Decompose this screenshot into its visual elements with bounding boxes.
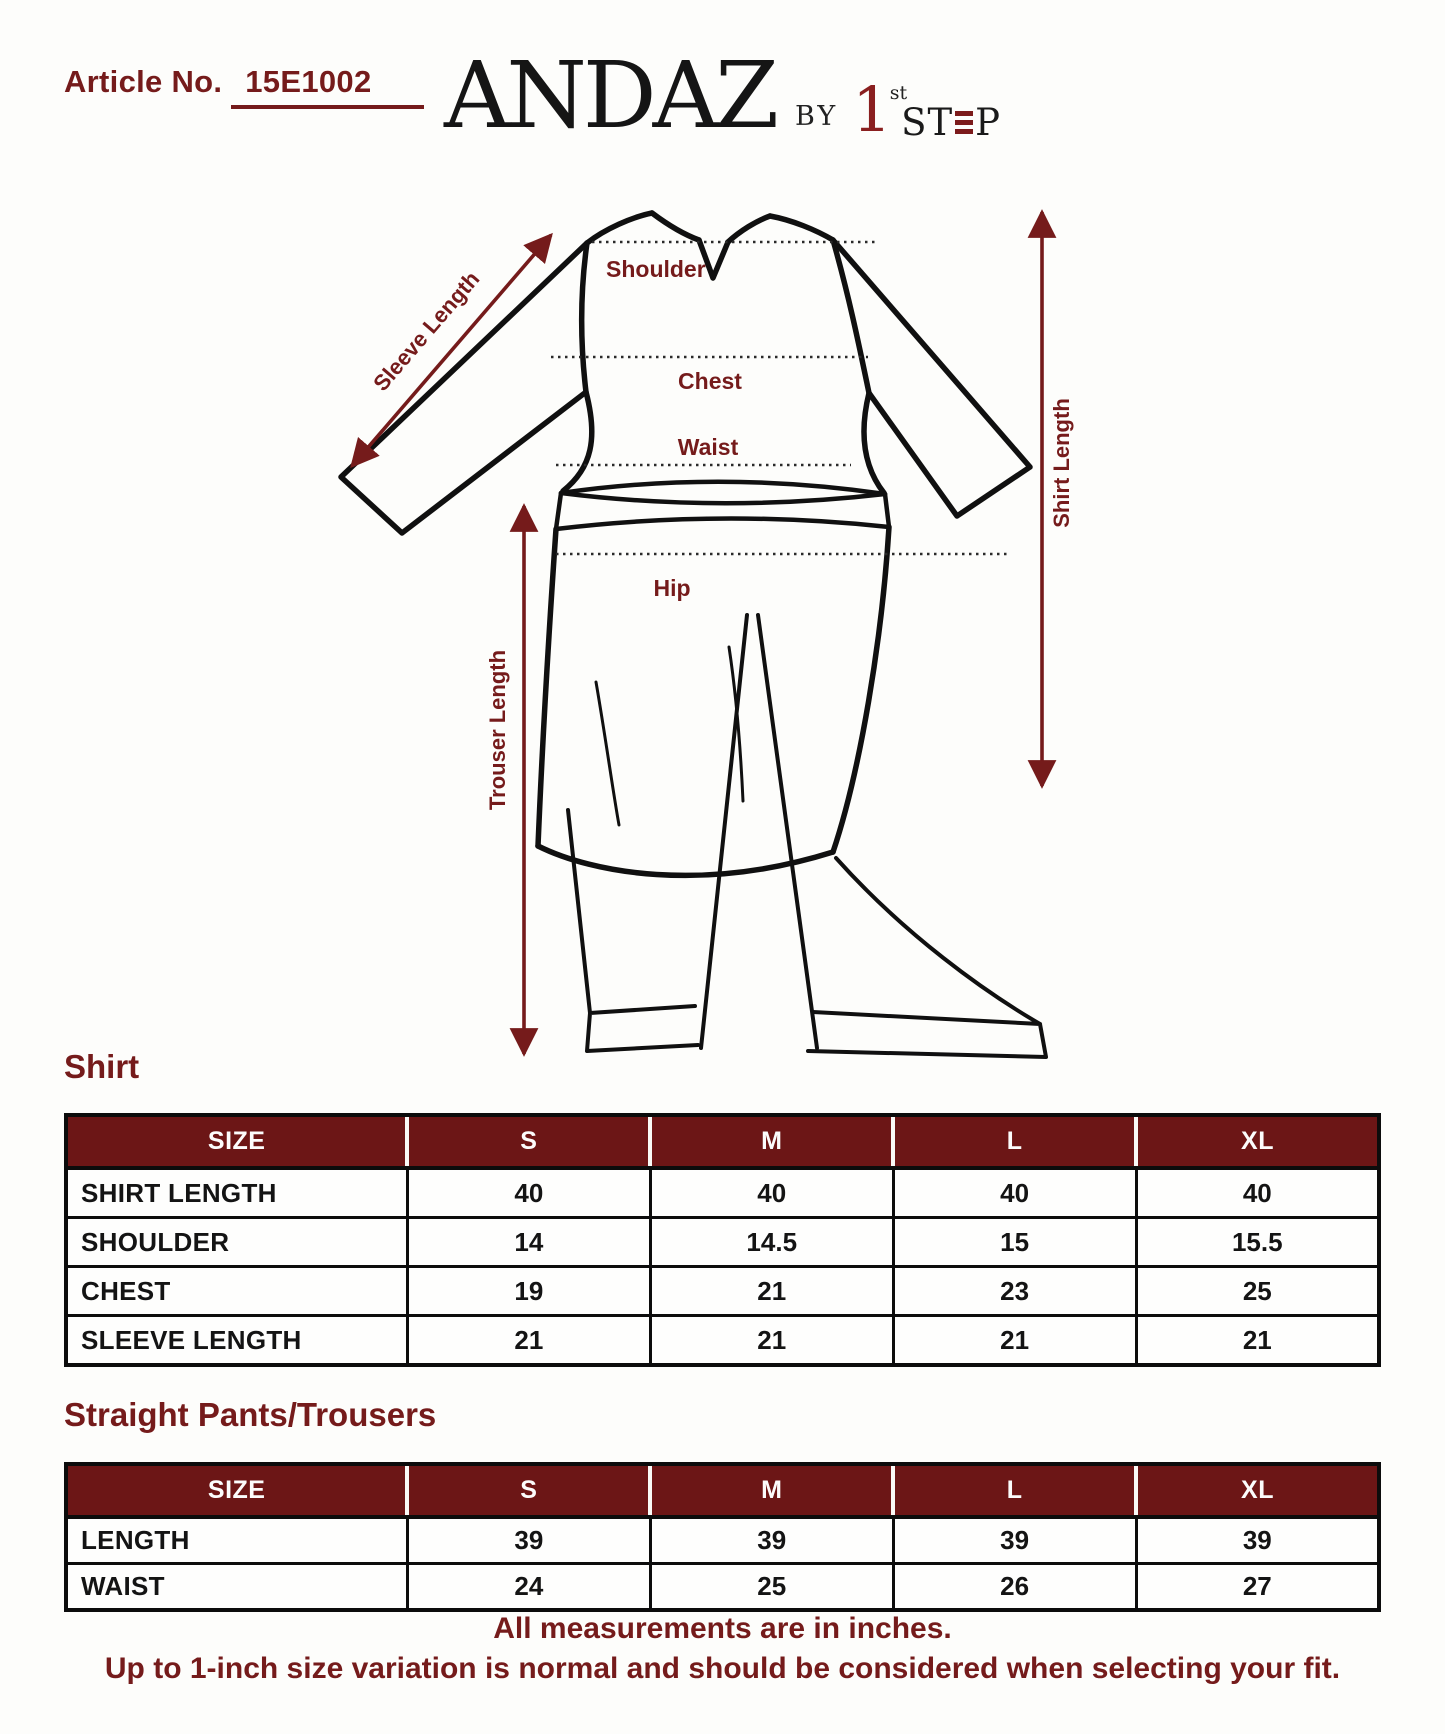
sash-bottom-edge [556, 518, 889, 529]
cell-value: 40 [893, 1168, 1136, 1218]
trousers-col-size: SIZE [66, 1464, 407, 1517]
row-label: SHOULDER [66, 1218, 407, 1267]
sash-top-curve [561, 482, 885, 494]
footer-note-units: All measurements are in inches. [493, 1612, 952, 1645]
waist-sash [556, 482, 889, 529]
waist-row [66, 1564, 1379, 1611]
shoulder-label: Shoulder [606, 256, 706, 282]
bodice-right-edge [833, 240, 884, 493]
cell-value: 39 [407, 1517, 650, 1564]
cell-value: 40 [407, 1168, 650, 1218]
article-label: Article No. [64, 64, 223, 99]
row-label: CHEST [66, 1267, 407, 1316]
shirt-col-l: L [893, 1115, 1136, 1168]
kurta-right-collar [728, 216, 770, 242]
cell-value: 21 [893, 1316, 1136, 1366]
cell-value: 24 [407, 1564, 650, 1611]
cell-value: 15 [893, 1218, 1136, 1267]
trousers-col-l: L [893, 1464, 1136, 1517]
measurement-arrows [352, 212, 1042, 1054]
length-row [66, 1517, 1379, 1564]
chest-row [66, 1267, 1379, 1316]
cell-value: 14.5 [650, 1218, 893, 1267]
kurta-skirt [538, 527, 889, 875]
pants-left-leg [568, 810, 698, 1051]
cell-value: 23 [893, 1267, 1136, 1316]
bodice-left-edge [563, 243, 592, 491]
cell-value: 15.5 [1136, 1218, 1379, 1267]
article-number: 15E1002 [231, 64, 423, 109]
cell-value: 39 [650, 1517, 893, 1564]
garment-measurement-diagram [300, 170, 1090, 1070]
brand-1st-step-mark [852, 73, 1002, 147]
sleeve-length-row [66, 1316, 1379, 1366]
cell-value: 40 [650, 1168, 893, 1218]
brand-name: ANDAZ [443, 42, 776, 149]
cell-value: 39 [893, 1517, 1136, 1564]
row-label: WAIST [66, 1564, 407, 1611]
brand-logo [0, 42, 1445, 149]
shirt-col-size: SIZE [66, 1115, 407, 1168]
kurta-top-edge [587, 213, 652, 243]
trousers-sketch [568, 615, 1046, 1057]
waist-label: Waist [677, 434, 739, 460]
cell-value: 40 [1136, 1168, 1379, 1218]
sleeve-length-arrow [352, 235, 551, 466]
brand-one: 1 [852, 73, 892, 147]
cell-value: 21 [650, 1267, 893, 1316]
cell-value: 14 [407, 1218, 650, 1267]
brand-st-superscript: st [889, 82, 908, 104]
trousers-col-xl: XL [1136, 1464, 1379, 1517]
brand-step-st: ST [901, 100, 954, 144]
shirt-table-header-row [66, 1115, 1379, 1168]
brand-step-p: P [975, 100, 1002, 144]
shirt-length-label: Shirt Length [1049, 398, 1074, 528]
shirt-section-heading: Shirt [64, 1048, 140, 1085]
chest-label: Chest [678, 368, 742, 394]
sash-inner-curve [561, 493, 885, 503]
footer-note-variation: Up to 1-inch size variation is normal and should be considered when selecting your fit. [104, 1652, 1341, 1685]
shirt-col-m: M [650, 1115, 893, 1168]
measurement-dotted-lines [551, 242, 1008, 554]
step-e-bars-icon [955, 107, 973, 138]
kurta-right-shoulder [770, 216, 833, 240]
cell-value: 27 [1136, 1564, 1379, 1611]
row-label: SLEEVE LENGTH [66, 1316, 407, 1366]
cell-value: 19 [407, 1267, 650, 1316]
trousers-size-table [64, 1462, 1381, 1612]
trousers-col-s: S [407, 1464, 650, 1517]
skirt-left-edge [538, 529, 556, 846]
shirt-col-xl: XL [1136, 1115, 1379, 1168]
cell-value: 21 [1136, 1316, 1379, 1366]
shoulder-row [66, 1218, 1379, 1267]
hip-label: Hip [653, 575, 691, 601]
trousers-col-m: M [650, 1464, 893, 1517]
kurta-left-collar [652, 213, 699, 240]
shirt-size-table [64, 1113, 1381, 1367]
shirt-col-s: S [407, 1115, 650, 1168]
cell-value: 25 [650, 1564, 893, 1611]
pants-right-leg [808, 858, 1046, 1057]
skirt-folds [596, 647, 743, 825]
cell-value: 21 [650, 1316, 893, 1366]
row-label: LENGTH [66, 1517, 407, 1564]
sleeve-length-label: Sleeve Length [368, 266, 485, 396]
cell-value: 25 [1136, 1267, 1379, 1316]
skirt-right-edge [833, 527, 889, 852]
row-label: SHIRT LENGTH [66, 1168, 407, 1218]
brand-by-text: BY [795, 101, 839, 132]
cell-value: 26 [893, 1564, 1136, 1611]
shirt-length-row [66, 1168, 1379, 1218]
trouser-length-label: Trouser Length [485, 649, 510, 811]
cell-value: 21 [407, 1316, 650, 1366]
cell-value: 39 [1136, 1517, 1379, 1564]
trousers-section-heading: Straight Pants/Trousers [64, 1396, 437, 1433]
right-sleeve [833, 240, 1030, 516]
pants-inner-seams [701, 615, 817, 1048]
trousers-table-header-row [66, 1464, 1379, 1517]
